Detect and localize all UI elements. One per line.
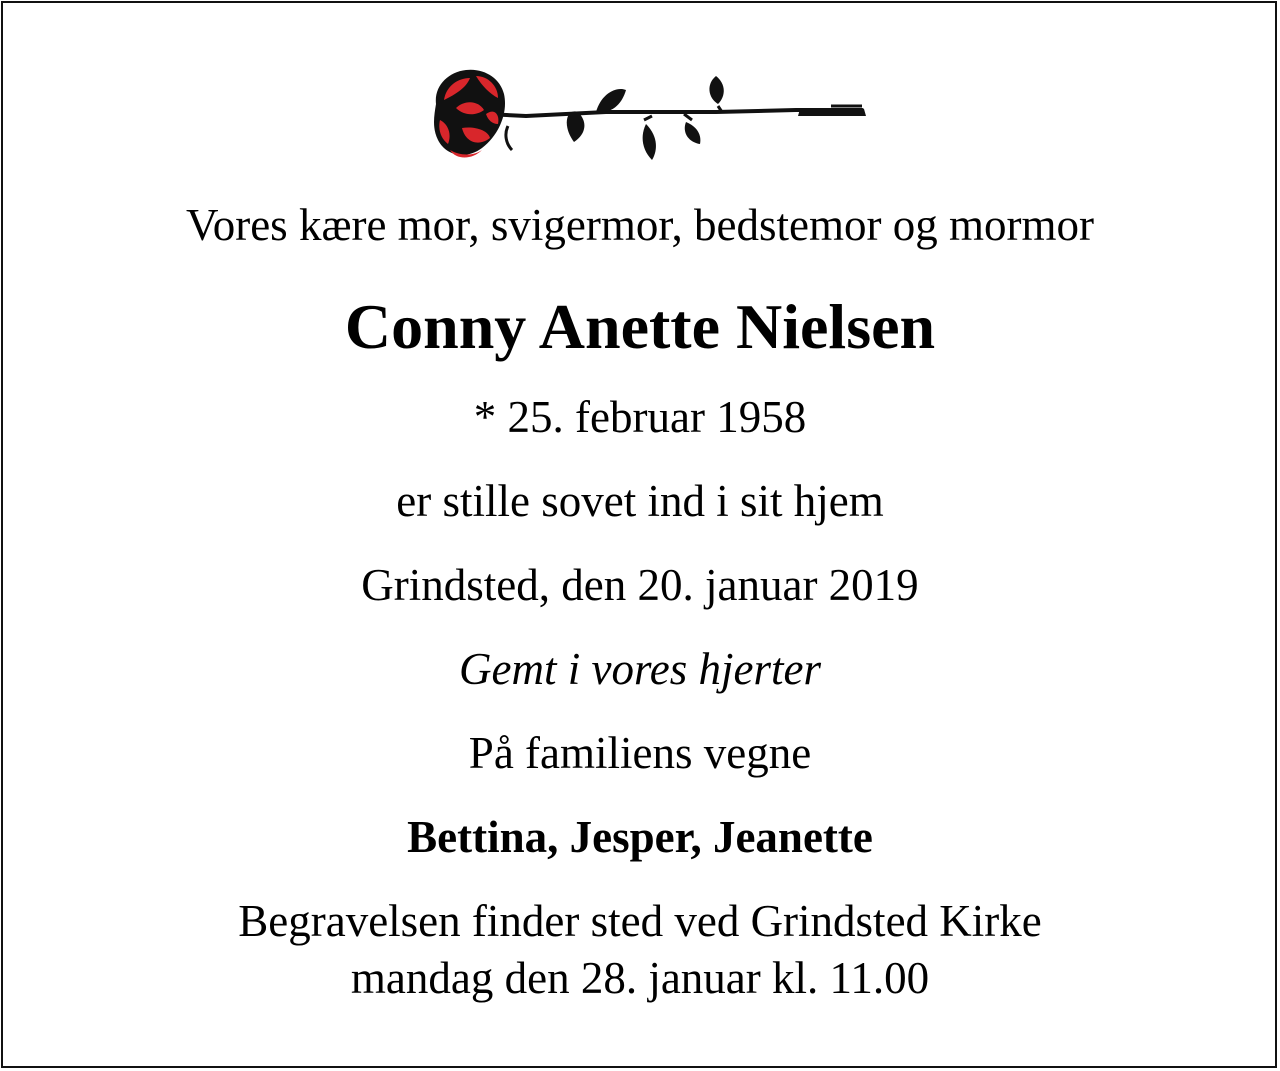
birth-date: * 25. februar 1958 [473,392,807,442]
funeral-time: mandag den 28. januar kl. 11.00 [350,953,930,1003]
place-and-date: Grindsted, den 20. januar 2019 [361,560,919,610]
family-names: Bettina, Jesper, Jeanette [407,812,873,862]
memorial-motto: Gemt i vores hjerter [459,644,821,694]
on-behalf-text: På familiens vegne [468,728,812,778]
intro-text: Vores kære mor, svigermor, bedstemor og mormor [186,200,1094,250]
deceased-name: Conny Anette Nielsen [344,291,936,362]
rose-icon [426,64,870,170]
funeral-location: Begravelsen finder sted ved Grindsted Kirke [238,896,1042,946]
passing-text: er stille sovet ind i sit hjem [396,476,884,526]
